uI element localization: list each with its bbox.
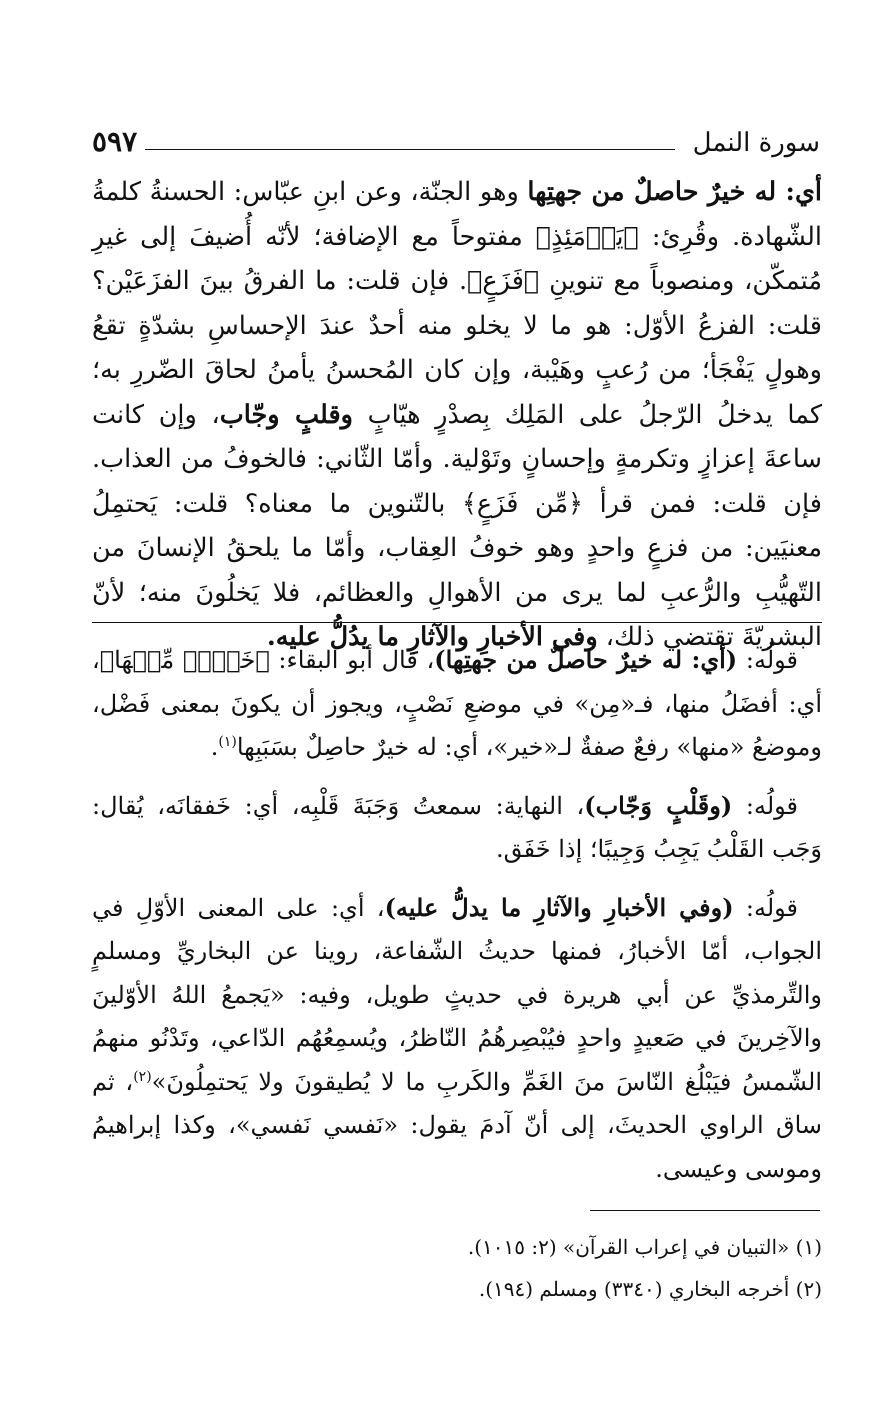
commentary-paragraph [92, 638, 822, 770]
main-bold-phrase: أي: له خيرٌ حاصلٌ من جهتِها [527, 177, 822, 207]
commentary-label: قولُه: [745, 791, 798, 820]
commentary-text-end: ، ثم ساق الراوي الحديثَ، إلى أنّ آدمَ يقول: «نَفسي نَفسي»، وكذا إبراهيمُ وموسى وعيسى. [92, 1067, 822, 1183]
footnote-divider [590, 1210, 820, 1211]
commentary-text: ، النهاية: سمعتُ وَجَبَةَ قَلْبِه، أي: خَفقانَه، يُقال: وَجَب القَلْبُ يَجِبُ وَجِيبًا؛ إذا خَفَق. [92, 791, 822, 863]
footnote-item: (٢) أخرجه البخاري (٣٣٤٠) ومسلم (١٩٤). [478, 1277, 822, 1301]
main-text-run: ، وإن كانت ساعةَ إعزازٍ وتكرمةٍ وإحسانٍ وتَوْلية. وأمّا الثّاني: فالخوفُ من العذاب. فإن قلت: فمن قرأ ﴿مِّن فَزَعٍ﴾ بالتّنوين ما معناه؟ قلت: يَحتمِلُ معنيَين: من فزعٍ واحدٍ وهو خوفُ العِقاب، وأمّا ما يلحقُ الإنسانَ من التّهيُّبِ والرُّعبِ لما يرى من الأهوالِ والعظائم، فلا يَخلُونَ منه؛ لأنّ البشريّةَ تقتضي ذلك، [92, 399, 822, 652]
page-number: ٥٩٧ [92, 125, 138, 158]
section-divider [92, 622, 822, 623]
commentary-quote: (وقَلْبٍ وَجّاب) [584, 790, 733, 820]
main-text-run: وهو الجنّة، وعن ابنِ عبّاس: الحسنةُ كلمةُ الشّهادة. وقُرِئ: ﴿يَوۡمَئِذٍ﴾ مفتوحاً مع الإضافة؛ لأنّه أُضيفَ إلى غيرِ مُتمكّن، ومنصوباً مع تنوينِ ﴿فَزَعٍ﴾. فإن قلت: ما الفرقُ بينَ الفزَعَيْن؟ قلت: الفزعُ الأوّل: هو ما لا يخلو منه أحدٌ عندَ الإحساسِ بشدّةٍ تقعُ وهولٍ يَفْجَأ؛ من رُعبٍ وهَيْبة، وإن كان المُحسنُ يأمنُ لحاقَ الضّررِ به؛ كما يدخلُ الرّجلُ على المَلِك بِصدْرٍ هيّابٍ [92, 177, 822, 430]
commentary-block [92, 638, 822, 1205]
commentary-paragraph [92, 886, 822, 1192]
main-text-block [92, 170, 822, 660]
footnotes-block [92, 1226, 822, 1310]
main-bold-phrase: وفي الأخبارِ والآثارِ ما يدُلُّ عليه. [266, 622, 598, 652]
commentary-text: ، أي: على المعنى الأوّلِ في الجواب، أمّا الأخبارُ، فمنها حديثُ الشّفاعة، روينا عن البخاريِّ ومسلمٍ والتِّرمذيِّ عن أبي هريرة في حديثٍ طويل، وفيه: «يَجمعُ اللهُ الأوّلينَ والآخِرينَ في صَعيدٍ واحدٍ فيُبْصِرهُمُ النّاظرُ، ويُسمِعُهُم الدّاعي، وتَدْنُو منهمُ الشّمسُ فيَبْلُغ النّاسَ منَ الغَمِّ والكَربِ ما لا يُطيقونَ ولا يَحتمِلُونَ» [92, 893, 823, 1096]
footnote-ref: (٢) [133, 1068, 152, 1085]
footnote-item: (١) «التبيان في إعراب القرآن» (٢: ١٠١٥). [467, 1235, 822, 1259]
commentary-quote: (أي: له خيرٌ حاصلٌ من جهتِها) [434, 645, 738, 674]
page-header [92, 118, 820, 158]
main-paragraph [92, 170, 822, 660]
commentary-label: قولُه: [745, 646, 798, 674]
commentary-label: قولُه: [745, 893, 798, 922]
commentary-paragraph [92, 784, 822, 872]
commentary-text: ، قال أبو البقاء: ﴿خَيۡرٞ مِّنۡهَا﴾، أي: أفضَلُ منها، فـ«مِن» في موضعِ نَصْبٍ، ويجوز أن يكونَ بمعنى فَضْل، وموضعُ «منها» رفعٌ صفةٌ لـ«خير»، أي: له خيرٌ حاصِلٌ بسَبَبِها [92, 646, 822, 761]
main-bold-phrase: وقلبٍ وجّاب [219, 399, 353, 430]
commentary-text-end: . [210, 733, 219, 761]
header-rule [145, 149, 675, 150]
surah-title: سورة النمل [692, 128, 820, 158]
commentary-quote: (وفي الأخبارِ والآثارِ ما يدلُّ عليه) [384, 892, 734, 922]
footnote-ref: (١) [218, 734, 237, 750]
